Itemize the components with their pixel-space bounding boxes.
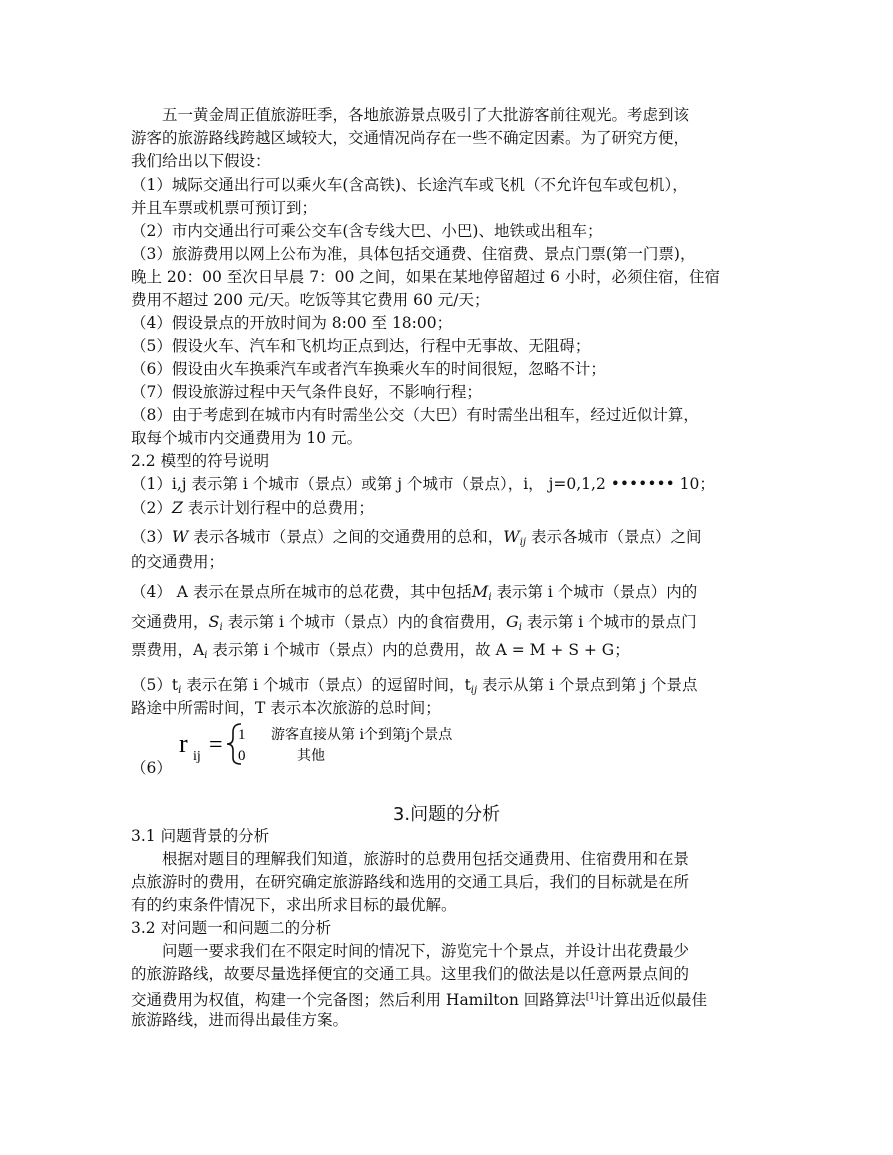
- assumption-6: （6）假设由火车换乘汽车或者汽车换乘火车的时间很短，忽略不计；: [131, 360, 606, 378]
- assumption-3-line-1: （3）旅游费用以网上公布为准，具体包括交通费、住宿费、景点门票(第一门票)，: [131, 245, 696, 263]
- intro-line-3: 我们给出以下假设：: [131, 152, 271, 170]
- section-3-1-heading: 3.1 问题背景的分析: [131, 827, 270, 845]
- notation-1: （1）i,j 表示第 i 个城市（景点）或第 j 个城市（景点），i， j=0,1,2 ••••••• 10；: [131, 475, 715, 493]
- notation-5-line-2: 路途中所需时间，T 表示本次旅游的总时间；: [131, 699, 441, 717]
- assumption-7: （7）假设旅游过程中天气条件良好，不影响行程；: [131, 383, 482, 401]
- section-3-title: 3.问题的分析: [392, 804, 501, 825]
- assumption-2: （2）市内交通出行可乘公交车(含专线大巴、小巴)、地铁或出租车；: [131, 222, 603, 240]
- section-3-2-line-3: 交通费用为权值，构建一个完备图；然后利用 Hamilton 回路算法[1]计算出近似最佳: [131, 991, 708, 1009]
- symbol-z: Z: [171, 498, 183, 517]
- intro-line-1: 五一黄金周正值旅游旺季，各地旅游景点吸引了大批游客前往观光。考虑到该: [162, 106, 690, 124]
- symbol-a-i: A: [193, 641, 205, 659]
- symbol-s-i: S: [208, 612, 220, 631]
- citation-1: [1]: [585, 992, 599, 1002]
- symbol-t-i: t: [171, 676, 179, 694]
- section-3-2-line-4: 旅游路线，进而得出最佳方案。: [131, 1011, 349, 1029]
- eq-case0-value: 0: [238, 748, 246, 764]
- notation-3-line-1: （3）W 表示各城市（景点）之间的交通费用的总和，$W_{ij}$ 表示各城市（景点）之间: [131, 527, 702, 548]
- symbol-m-i: M: [471, 582, 489, 601]
- notation-4-line-1: （4） A 表示在景点所在城市的总花费，其中包括$M_i$ 表示第 i 个城市（景点）内的: [131, 582, 698, 603]
- notation-6-label: （6）: [131, 759, 172, 777]
- symbol-g-i: G: [505, 612, 519, 631]
- section-3-1-line-1: 根据对题目的理解我们知道，旅游时的总费用包括交通费用、住宿费用和在景: [162, 850, 690, 868]
- assumption-1-line-2: 并且车票或机票可预订到；: [131, 199, 318, 217]
- symbol-w-ij: W: [503, 527, 520, 546]
- section-3-2-heading: 3.2 对问题一和问题二的分析: [131, 919, 332, 937]
- assumption-8-line-2: 取每个城市内交通费用为 10 元。: [131, 429, 363, 447]
- eq-equals: =: [209, 732, 223, 758]
- section-3-2-line-1: 问题一要求我们在不限定时间的情况下，游览完十个景点，并设计出花费最少: [162, 942, 690, 960]
- assumption-1-line-1: （1）城际交通出行可以乘火车(含高铁)、长途汽车或飞机（不允许包车或包机），: [131, 176, 688, 194]
- assumption-8-line-1: （8）由于考虑到在城市内有时需坐公交（大巴）有时需坐出租车，经过近似计算，: [131, 406, 699, 424]
- formula-a-i: A = M + S + G: [495, 641, 615, 659]
- notation-2: （2）Z 表示计划行程中的总费用；: [131, 498, 374, 517]
- section-3-2-line-2: 的旅游路线，故要尽量选择便宜的交通工具。这里我们的做法是以任意两景点间的: [131, 965, 690, 983]
- notation-3-line-2: 的交通费用；: [131, 553, 225, 571]
- section-3-1-line-3: 有的约束条件情况下，求出所求目标的最优解。: [131, 896, 457, 914]
- notation-4-line-3: 票费用，$A_i$ 表示第 i 个城市（景点）内的总费用，故 A = M + S + G；: [131, 641, 630, 661]
- eq-lhs: r: [179, 729, 188, 758]
- assumption-4: （4）假设景点的开放时间为 8:00 至 18:00；: [131, 314, 453, 332]
- intro-line-2: 游客的旅游路线跨越区域较大，交通情况尚存在一些不确定因素。为了研究方便，: [131, 129, 690, 147]
- section-2-2-heading: 2.2 模型的符号说明: [131, 452, 270, 470]
- equation-r-ij: [175, 718, 515, 770]
- section-3-1-line-2: 点旅游时的费用，在研究确定旅游路线和选用的交通工具后，我们的目标就是在所: [131, 873, 690, 891]
- assumption-3-line-2: 晚上 20：00 至次日早晨 7：00 之间，如果在某地停留超过 6 小时，必须住宿，住宿: [131, 268, 720, 286]
- eq-case1-text: 游客直接从第 i个到第j个景点: [271, 727, 453, 743]
- notation-4-line-2: 交通费用，$S_i$ 表示第 i 个城市（景点）内的食宿费用，$G_i$ 表示第 i 个城市的景点门: [131, 612, 697, 633]
- assumption-3-line-3: 费用不超过 200 元/天。吃饭等其它费用 60 元/天；: [131, 291, 490, 309]
- assumption-5: （5）假设火车、汽车和飞机均正点到达，行程中无事故、无阻碍；: [131, 337, 591, 355]
- eq-lhs-sub: ij: [193, 749, 201, 764]
- eq-case0-text: 其他: [297, 748, 325, 764]
- eq-case1-value: 1: [238, 727, 246, 743]
- symbol-t-ij: t: [464, 676, 471, 694]
- symbol-w: W: [171, 527, 189, 546]
- notation-5-line-1: $(5)t_i$ 表示在第 i 个城市（景点）的逗留时间，$t_{ij}$ 表示从第 i 个景点到第 j 个景点: [131, 676, 698, 696]
